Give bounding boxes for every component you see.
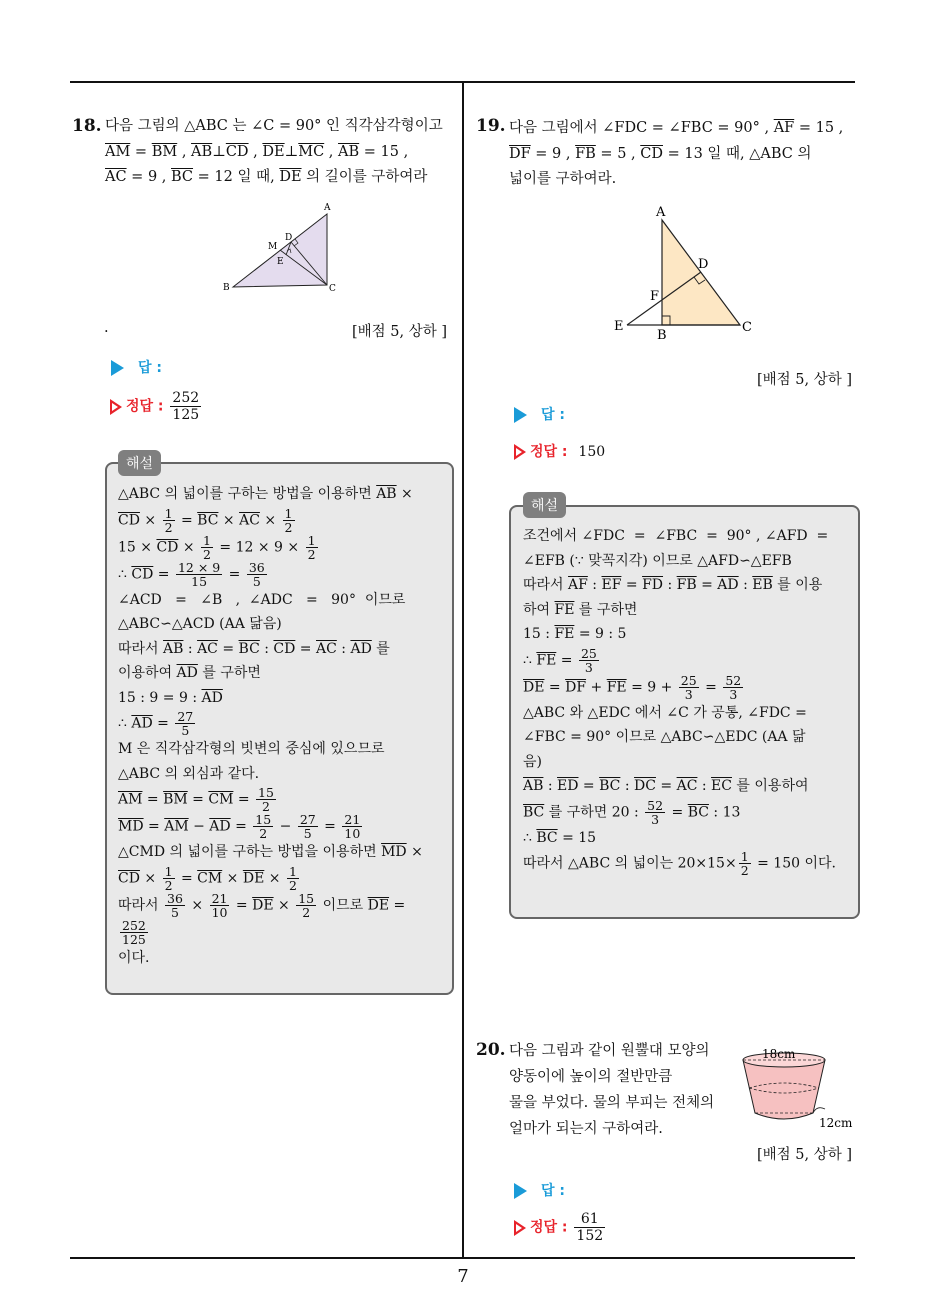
problem-20-score: [배점 5, 상하 ] [757,1147,853,1163]
answer-label: 답 : [138,360,162,376]
problem-18-figure [215,198,345,298]
fig19-label-b: B [657,328,667,343]
fig19-label-e: E [614,319,624,334]
problem-19-figure [610,200,770,345]
answer-arrow-icon [111,360,124,376]
answer-arrow-icon [514,407,527,423]
problem-19-score: [배점 5, 상하 ] [757,372,853,388]
correct-arrow-icon [514,444,526,460]
column-divider [462,82,464,1258]
solution-18-text: △ABC 의 넓이를 구하는 방법을 이용하면 $\overline{AB}$ × $\overline{CD}$ × $\frac{1}{2}$ = $\overline{BC} \times \overline{AC}$ × $\frac{1}{2}$ $15 \times \overline{CD}$ × $\frac{1}{2}$ = 12 × 9 × $\frac{1}{2}$ ∴ $\overline{CD}$ = $\frac{12 \times 9}{15}$ = $\frac{36}{5}$ ∠ACD = ∠B , ∠ADC = 90° 이므로 △ABC∽△ACD (AA 닮음) 따라서 $\overline{AB}$ : $\overline{AC} = \overline{BC}$ : $\overline{CD} = \overline{AC}$ : $\overline{AD}$ 를 이용하여 $\overline{AD}$ 를 구하면 15 : 9 = 9 : $\overline{AD}$ ∴ $\overline{AD}$ = $\frac{27}{5}$ M 은 직각삼각형의 빗변의 중심에 있으므로 △ABC 의 외심과 같다. $\overline{AM} = \overline{BM} = \overline{CM}$ = $\frac{15}{2}$ $\overline{MD} = \overline{AM} - \overline{AD}$ = $\frac{15}{2}$ − $\frac{27}{5}$ = $\frac{21}{10}$ △CMD 의 넓이를 구하는 방법을 이용하면 $\overline{MD}$ × $\overline{CD}$ × $\frac{1}{2}$ = $\overline{CM} \times \overline{DE}$ × $\frac{1}{2}$ 따라서 $\frac{36}{5}$ × $\frac{21}{10}$ = $\overline{DE}$ × $\frac{15}{2}$ 이므로 $\overline{DE}$ = $\frac{252}{125}$ 이다. [118,486,423,966]
correct-label: 정답 : [530,444,568,460]
problem-18-line-3: $\overline{AC} = 9$ , $\overline{BC} = 12$ 일 때, $\overline{DE}$ 의 길이를 구하여라 [105,169,428,185]
solution-18-tag: 해설 [118,450,161,476]
problem-18-dot: . [104,320,109,336]
fig19-label-a: A [656,205,666,220]
problem-19-text: 다음 그림에서 ∠FDC = ∠FBC = 90° , $\overline{AF} = 15$ , $\overline{DF} = 9$ , $\overline{FB} = 5$ , $\overline{CD} = 13$ 일 때, △ABC 의 넓이를 구하여라. [509,120,844,187]
fig18-label-m: M [268,242,278,252]
fig18-label-a: A [324,203,331,213]
solution-19-tag: 해설 [523,492,566,518]
fig19-label-c: C [742,320,752,335]
problem-20-figure [735,1043,865,1133]
fig19-label-f: F [650,289,660,304]
solution-19-text: 조건에서 ∠FDC = ∠FBC = 90° , ∠AFD = ∠EFB (∵ 맞꼭지각) 이므로 △AFD∽△EFB 따라서 $\overline{AF}$ : $\overline{EF} = \overline{FD}$ : $\overline{FB} = \overline{AD}$ : $\overline{EB}$ 를 이용 하여 $\overline{FE}$ 를 구하면 15 : $\overline{FE} = 9$ : 5 ∴ $\overline{FE}$ = $\frac{25}{3}$ $\overline{DE} = \overline{DF} + \overline{FE} = 9$ + $\frac{25}{3}$ = $\frac{52}{3}$ △ABC 와 △EDC 에서 ∠C 가 공통, ∠FDC = ∠FBC = 90° 이므로 △ABC∽△EDC (AA 닮 음) $\overline{AB}$ : $\overline{ED} = \overline{BC}$ : $\overline{DC} = \overline{AC}$ : $\overline{EC}$ 를 이용하여 $\overline{BC}$ 를 구하면 20 : $\frac{52}{3}$ = $\overline{BC}$ : 13 ∴ $\overline{BC} = 15$ 따라서 △ABC 의 넓이는 20×15× $\frac{1}{2}$ = 150 이다. [523,528,836,878]
problem-20-answer-row [514,1180,565,1200]
problem-20-number: 20. [476,1040,506,1060]
problem-18-score: [배점 5, 상하 ] [352,324,448,340]
problem-18-text [105,114,455,191]
problem-18-number: 18. [72,116,102,136]
answer-arrow-icon [514,1183,527,1199]
correct-arrow-icon [110,399,122,415]
problem-18-answer-row [111,357,162,377]
problem-19-answer-row [514,404,565,424]
fig19-label-d: D [698,257,709,272]
page-number: 7 [457,1266,469,1287]
fig18-label-c: C [329,284,336,294]
problem-18-line-1: 다음 그림의 △ABC 는 ∠C = 90° 인 직각삼각형이고 [105,118,443,134]
problem-18-line-2: $\overline{AM} = \overline{BM}$ , $\overline{AB}\perp\overline{CD}$ , $\overline{DE}\perp\overline{MC}$ , $\overline{AB} = 15$ , [105,143,409,160]
correct-arrow-icon [514,1220,526,1236]
correct-label: 정답 : [530,1219,568,1236]
problem-19-number: 19. [476,116,506,136]
problem-18-correct-row: 정답 : $\frac{252}{125}$ [110,390,203,423]
fig20-bottom-label: 12cm [819,1116,853,1130]
answer-label: 답 : [541,407,565,423]
fig20-top-label: 18cm [762,1047,796,1061]
problem-19-correct-row [514,441,605,461]
problem-20-correct-row: 정답 : $\frac{61}{152}$ [514,1211,607,1244]
fig18-label-b: B [223,283,230,293]
correct-label: 정답 : [126,398,164,415]
fig18-label-e: E [277,257,284,267]
answer-label: 답 : [541,1183,565,1199]
correct-value: 150 [578,444,606,460]
bottom-rule [70,1257,855,1259]
fig18-label-d: D [285,233,293,243]
problem-20-text: 다음 그림과 같이 원뿔대 모양의 양동이에 높이의 절반만큼 물을 부었다. 물의 부피는 전체의 얼마가 되는지 구하여라. [509,1043,715,1137]
